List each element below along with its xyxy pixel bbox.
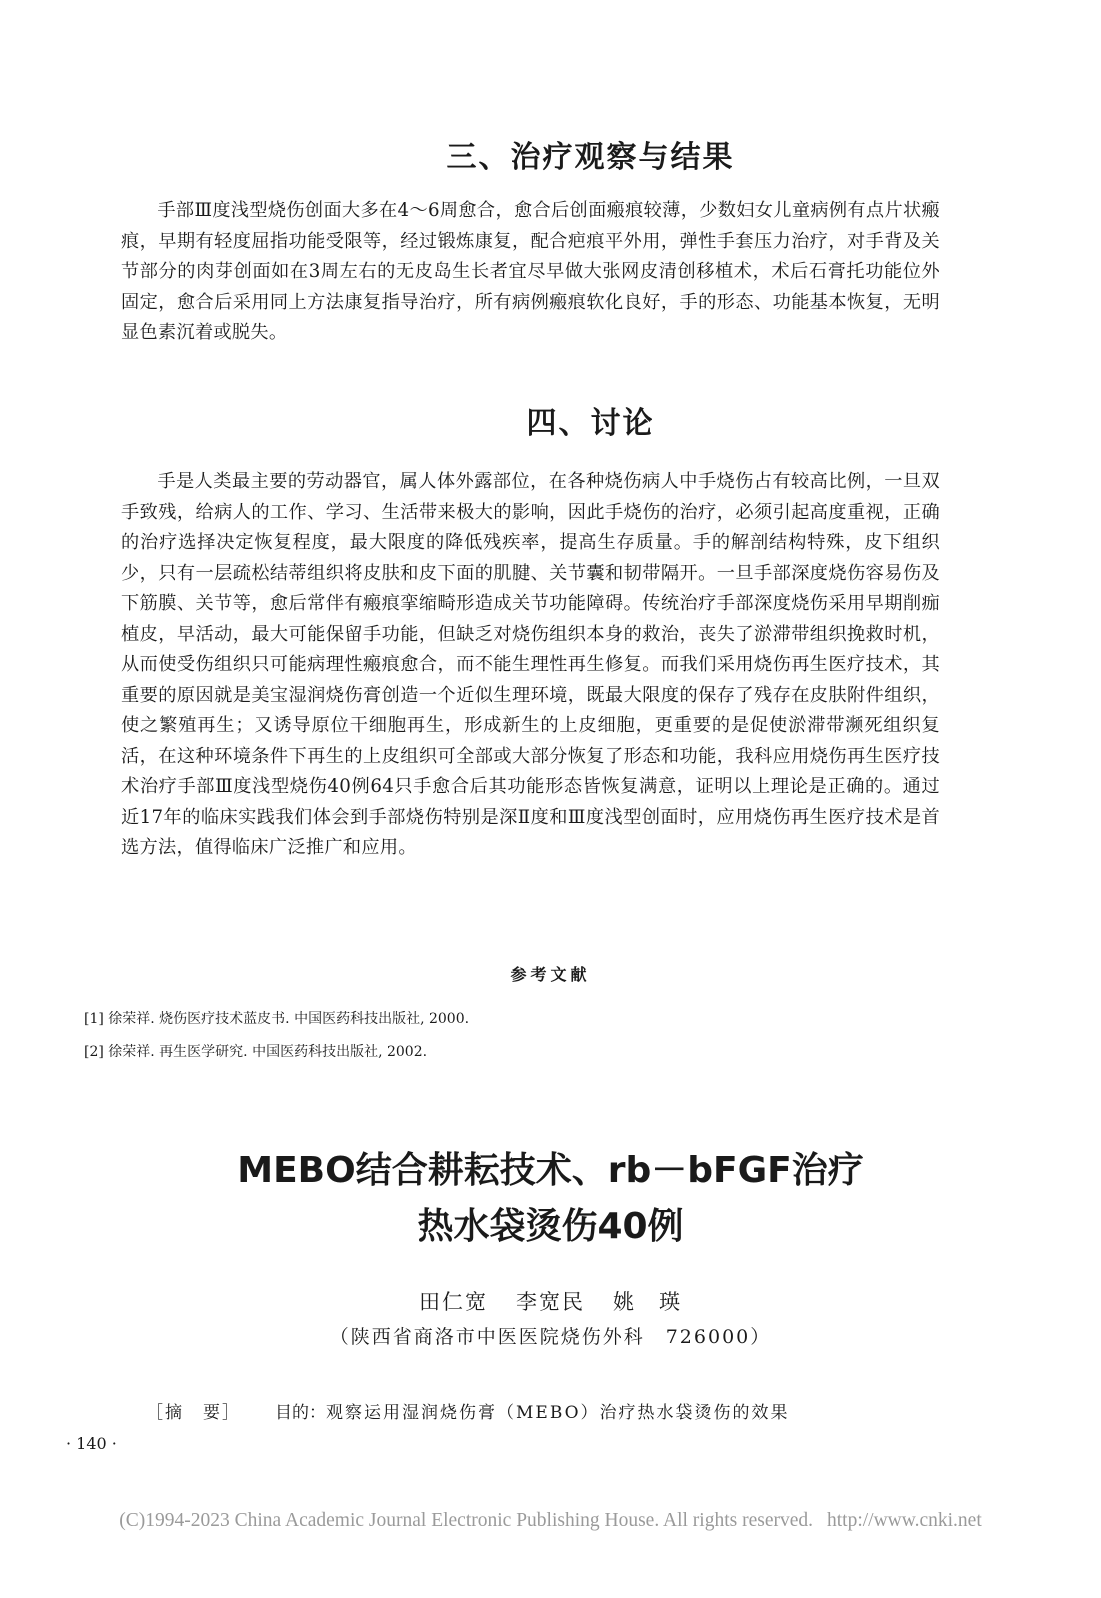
article-title-line: MEBO结合耕耘技术、rb－bFGF治疗	[237, 1150, 864, 1191]
author-affiliation: （陕西省商洛市中医医院烧伤外科 726000）	[329, 1326, 772, 1348]
copyright-text: (C)1994-2023 China Academic Journal Electronic Publishing House. All rights reserved.	[119, 1510, 814, 1531]
author-name: 姚 瑛	[613, 1290, 682, 1314]
article-title	[0, 1143, 1101, 1255]
section-heading-results: 三、治疗观察与结果	[446, 140, 735, 175]
reference-item: [2] 徐荣祥. 再生医学研究. 中国医药科技出版社, 2002.	[84, 1044, 428, 1060]
author-name: 李宽民	[516, 1290, 585, 1314]
abstract-objective-label: 目的：	[275, 1403, 326, 1423]
abstract	[146, 1398, 1046, 1423]
section-heading-discussion: 四、讨论	[526, 406, 655, 441]
discussion-paragraph: 手是人类最主要的劳动器官，属人体外露部位，在各种烧伤病人中手烧伤占有较高比例，一旦双手致残，给病人的工作、学习、生活带来极大的影响，因此手烧伤的治疗，必须引起高度重视，正确的治疗选择决定恢复程度，最大限度的降低残疾率，提高生存质量。手的解剖结构特殊，皮下组织少，只有一层疏松结蒂组织将皮肤和皮下面的肌腱、关节囊和韧带隔开。一旦手部深度烧伤容易伤及下筋膜、关节等，愈后常伴有瘢痕挛缩畸形造成关节功能障碍。传统治疗手部深度烧伤采用早期削痂植皮，早活动，最大可能保留手功能，但缺乏对烧伤组织本身的救治，丧失了淤滞带组织挽救时机，从而使受伤组织只可能病理性瘢痕愈合，而不能生理性再生修复。而我们采用烧伤再生医疗技术，其重要的原因就是美宝湿润烧伤膏创造一个近似生理环境，既最大限度的保存了残存在皮肤附件组织，使之繁殖再生；又诱导原位干细胞再生，形成新生的上皮细胞，更重要的是促使淤滞带濒死组织复活，在这种环境条件下再生的上皮组织可全部或大部分恢复了形态和功能，我科应用烧伤再生医疗技术治疗手部Ⅲ度浅型烧伤40例64只手愈合后其功能形态皆恢复满意，证明以上理论是正确的。通过近17年的临床实践我们体会到手部烧伤特别是深Ⅱ度和Ⅲ度浅型创面时，应用烧伤再生医疗技术是首选方法，值得临床广泛推广和应用。	[121, 471, 940, 858]
abstract-label: ［摘 要］	[146, 1403, 241, 1423]
references-title: 参考文献	[510, 965, 591, 984]
reference-item: [1] 徐荣祥. 烧伤医疗技术蓝皮书. 中国医药科技出版社, 2000.	[84, 1011, 470, 1027]
footer-url-link[interactable]: http://www.cnki.net	[827, 1510, 982, 1531]
results-paragraph: 手部Ⅲ度浅型烧伤创面大多在4～6周愈合，愈合后创面瘢痕较薄，少数妇女儿童病例有点片状瘢痕，早期有轻度屈指功能受限等，经过锻炼康复，配合疤痕平外用，弹性手套压力治疗，对手背及关节部分的肉芽创面如在3周左右的无皮岛生长者宜尽早做大张网皮清创移植术，术后石膏托功能位外固定，愈合后采用同上方法康复指导治疗，所有病例瘢痕软化良好，手的形态、功能基本恢复，无明显色素沉着或脱失。	[121, 200, 940, 343]
article-title-line: 热水袋烫伤40例	[417, 1206, 684, 1247]
abstract-text: 观察运用湿润烧伤膏（MEBO）治疗热水袋烫伤的效果	[326, 1403, 790, 1423]
author-list	[0, 1286, 1101, 1316]
copyright-footer	[0, 1510, 1101, 1532]
page-number: · 140 ·	[66, 1434, 117, 1453]
author-name: 田仁宽	[419, 1290, 488, 1314]
